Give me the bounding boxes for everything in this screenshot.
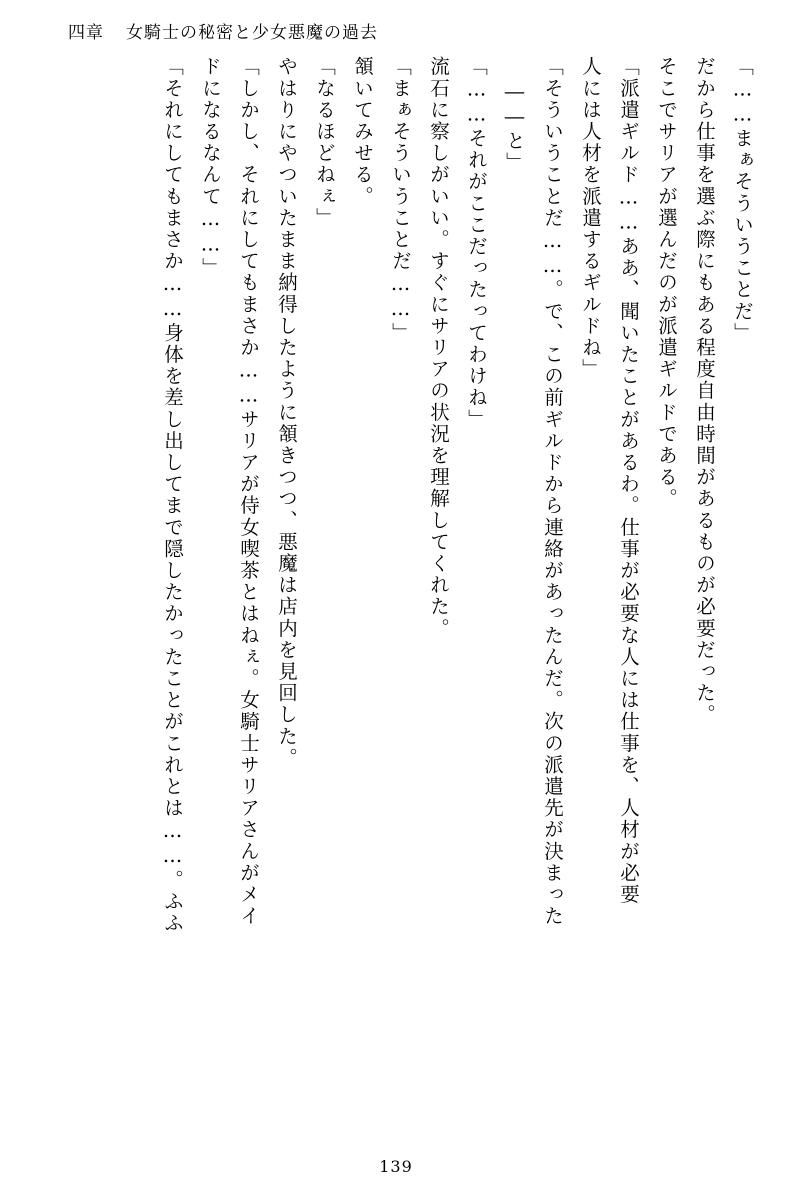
text-line: 「まぁそういうことだ……」 <box>389 56 412 344</box>
text-line: 人には人材を派遣するギルドね」 <box>579 56 602 380</box>
text-line: だから仕事を選ぶ際にもある程度自由時間があるものが必要だった。 <box>693 56 716 726</box>
text-line: 「なるほどねぇ」 <box>313 56 336 229</box>
text-line: 「……それがここだったってわけね」 <box>465 56 488 431</box>
text-line: ドになるなんて……」 <box>199 56 222 279</box>
body-text <box>52 56 752 1146</box>
text-line: 流石に察しがいい。すぐにサリアの状況を理解してくれた。 <box>427 56 450 640</box>
chapter-title: 女騎士の秘密と少女悪魔の過去 <box>126 23 378 43</box>
text-line: 「しかし、それにしてもまさか……サリアが侍女喫茶とはねぇ。女騎士サリアさんがメイ <box>237 56 260 927</box>
text-line: 頷いてみせる。 <box>351 56 374 208</box>
running-header <box>0 18 792 43</box>
text-line: ――と」 <box>503 80 526 174</box>
text-line: やはりにやついたまま納得したように頷きつつ、悪魔は店内を見回した。 <box>275 56 298 769</box>
text-line: 「派遣ギルド……ああ、聞いたことがあるわ。仕事が必要な人には仕事を、人材が必要 <box>617 56 640 906</box>
text-line: 「……まぁそういうことだ」 <box>731 56 754 344</box>
page-number: 139 <box>379 1157 413 1176</box>
text-line: 「そういうことだ……。で、この前ギルドから連絡があったんだ。次の派遣先が決まった <box>541 56 564 927</box>
chapter-number: 四章 <box>68 23 104 43</box>
text-line: 「それにしてもまさか……身体を差し出してまで隠したかったことがこれとは……。ふふ <box>161 56 184 934</box>
text-line: そこでサリアが選んだのが派遣ギルドである。 <box>655 56 678 510</box>
